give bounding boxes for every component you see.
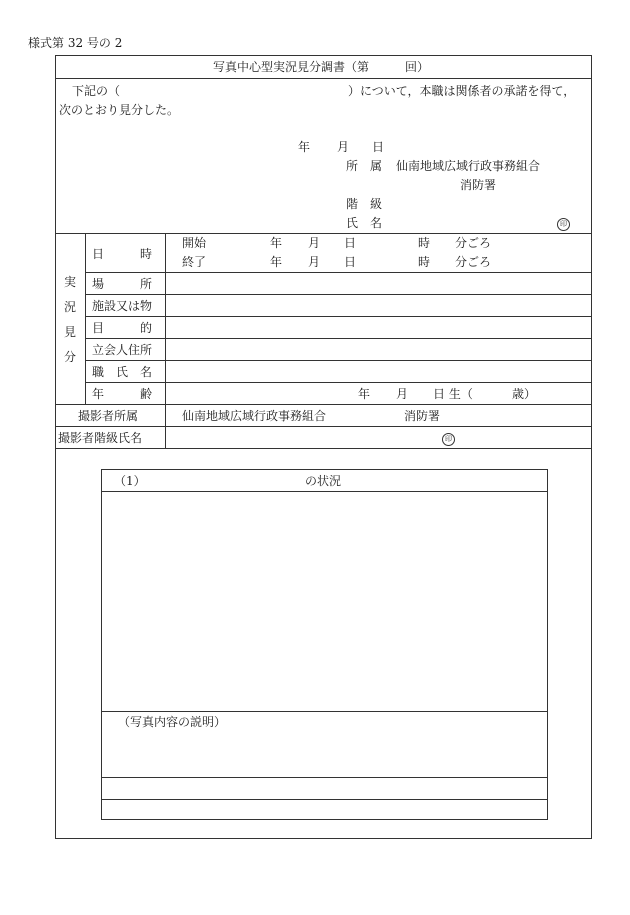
officer-seal-icon: 印 bbox=[557, 216, 570, 231]
intro-line-end: ）について，本職は関係者の承諾を得て， bbox=[348, 84, 576, 98]
label-column-divider bbox=[165, 233, 166, 448]
intro-line-2: 次のとおり見分した。 bbox=[59, 103, 180, 117]
date-day: 日 bbox=[372, 140, 385, 154]
photographer-affiliation-label: 撮影者所属 bbox=[78, 409, 139, 423]
officer-affiliation-value: 仙南地域広域行政事務組合 bbox=[396, 159, 541, 173]
intro-line-start: 下記の（ bbox=[72, 84, 121, 98]
date-year: 年 bbox=[298, 140, 311, 154]
photo-description-label: （写真内容の説明） bbox=[118, 715, 227, 729]
datetime-label: 日 時 bbox=[92, 247, 153, 261]
datetime-end-day: 日 bbox=[344, 255, 357, 269]
datetime-start-day: 日 bbox=[344, 236, 357, 250]
occupation-name-label: 職 氏 名 bbox=[92, 365, 153, 379]
description-divider bbox=[101, 799, 548, 800]
purpose-label: 目 的 bbox=[92, 321, 153, 335]
datetime-start-label: 開始 bbox=[182, 236, 207, 250]
photo-area-divider bbox=[101, 711, 548, 712]
officer-fire-department: 消防署 bbox=[460, 178, 497, 192]
document-title: 写真中心型実況見分調書（第 回） bbox=[213, 60, 430, 74]
photographer-rank-name-label: 撮影者階級氏名 bbox=[58, 431, 143, 445]
row-divider bbox=[55, 448, 592, 449]
row-divider bbox=[55, 426, 592, 427]
age-close: 歳） bbox=[512, 387, 537, 401]
row-divider bbox=[85, 360, 592, 361]
photo-number: （1） bbox=[114, 474, 146, 488]
title-divider bbox=[55, 78, 592, 79]
side-label-char: 見 bbox=[64, 325, 77, 339]
datetime-end-hour: 時 bbox=[418, 255, 431, 269]
side-label-char: 実 bbox=[64, 275, 77, 289]
datetime-start-hour: 時 bbox=[418, 236, 431, 250]
officer-affiliation-label: 所 属 bbox=[346, 159, 383, 173]
datetime-start-year: 年 bbox=[270, 236, 283, 250]
photo-status-label: の状況 bbox=[305, 474, 342, 488]
birth-day: 日 生（ bbox=[433, 387, 473, 401]
photographer-affiliation-value: 仙南地域広域行政事務組合 bbox=[182, 409, 327, 423]
side-label-char: 況 bbox=[64, 300, 77, 314]
photographer-seal-icon: 印 bbox=[442, 431, 455, 446]
header-divider bbox=[55, 233, 592, 234]
birth-month: 月 bbox=[396, 387, 409, 401]
birth-year: 年 bbox=[358, 387, 371, 401]
officer-name-label: 氏 名 bbox=[346, 216, 383, 230]
datetime-end-year: 年 bbox=[270, 255, 283, 269]
photo-header-divider bbox=[101, 491, 548, 492]
photo-box bbox=[101, 469, 548, 820]
side-label-char: 分 bbox=[64, 350, 77, 364]
row-divider bbox=[85, 382, 592, 383]
datetime-end-month: 月 bbox=[308, 255, 321, 269]
age-label: 年 齢 bbox=[92, 387, 153, 401]
photographer-fire-department: 消防署 bbox=[404, 409, 441, 423]
description-divider bbox=[101, 777, 548, 778]
row-divider bbox=[85, 316, 592, 317]
date-month: 月 bbox=[337, 140, 350, 154]
side-label-divider bbox=[85, 233, 86, 404]
facility-label: 施設又は物 bbox=[92, 299, 153, 313]
officer-rank-label: 階 級 bbox=[346, 197, 383, 211]
datetime-end-minute: 分ごろ bbox=[455, 255, 492, 269]
row-divider bbox=[85, 338, 592, 339]
place-label: 場 所 bbox=[92, 277, 153, 291]
row-divider bbox=[85, 272, 592, 273]
witness-address-label: 立会人住所 bbox=[92, 343, 153, 357]
form-number: 様式第 32 号の 2 bbox=[28, 36, 123, 50]
row-divider bbox=[55, 404, 592, 405]
datetime-start-minute: 分ごろ bbox=[455, 236, 492, 250]
datetime-start-month: 月 bbox=[308, 236, 321, 250]
row-divider bbox=[85, 294, 592, 295]
datetime-end-label: 終了 bbox=[182, 255, 207, 269]
